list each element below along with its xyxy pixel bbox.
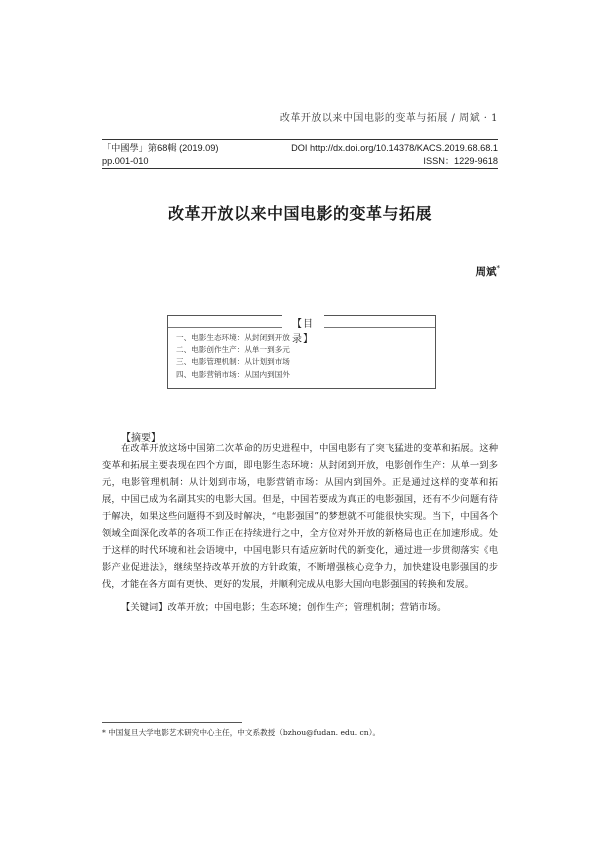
toc-item: 一、电影生态环境：从封闭到开放 (176, 333, 290, 342)
author (476, 264, 501, 279)
journal-meta-row-1 (102, 142, 498, 155)
keywords: 【关键词】改革开放；中国电影；生态环境；创作生产；管理机制；营销市场。 (121, 602, 447, 613)
table-of-contents (167, 315, 436, 389)
abstract-heading: 【摘要】 (121, 433, 161, 444)
abstract-body: 在改革开放这场中国第二次革命的历史进程中，中国电影有了突飞猛进的变革和拓展。这种变革和拓展主要表现在四个方面，即电影生态环境：从封闭到开放，电影创作生产：从单一到多元，电影管理机制：从计划到市场，电影营销市场：从国内到国外。正是通过这样的变革和拓展，中国已成为名副其实的电影大国。但是，中国若要成为真正的电影强国，还有不少问题有待于解决，如果这些问题得不到及时解决，“电影强国”的梦想就不可能很快实现。当下，中国各个领域全面深化改革的各项工作正在持续进行之中，全方位对外开放的新格局也正在加速形成。处于这样的时代环境和社会语境中，中国电影只有适应新时代的新变化，通过进一步贯彻落实《电影产业促进法》，继续坚持改革开放的方针政策，不断增强核心竞争力，加快建设电影强国的步伐，才能在各方面有更快、更好的发展，并顺利完成从电影大国向电影强国的转换和发展。 (102, 443, 498, 590)
author-name: 周斌 (475, 266, 497, 278)
doi-link[interactable]: DOI http://dx.doi.org/10.14378/KACS.2019.68.68.1 (291, 143, 498, 153)
toc-list (176, 332, 290, 381)
page-range: pp.001-010 (102, 155, 149, 166)
toc-item: 四、电影营销市场：从国内到国外 (176, 369, 290, 379)
journal-name: 「中國學」第68輯 (2019.09) (102, 143, 219, 153)
toc-item: 二、电影创作生产：从单一到多元 (176, 345, 290, 355)
author-footnote-mark: * (496, 264, 500, 273)
footnote: * 中国复旦大学电影艺术研究中心主任，中文系教授（bzhou@fudan. edu. cn）。 (102, 728, 381, 737)
article-title: 改革开放以来中国电影的变革与拓展 (167, 204, 432, 223)
issn: ISSN：1229-9618 (423, 155, 498, 166)
toc-title: 【目 录】 (282, 315, 324, 345)
journal-meta (102, 139, 498, 169)
journal-meta-row-2 (102, 155, 498, 168)
running-header: 改革开放以来中国电影的变革与拓展 / 周斌 · 1 (279, 113, 498, 124)
toc-item: 三、电影管理机制：从计划到市场 (176, 357, 290, 367)
footnote-divider (102, 722, 242, 723)
